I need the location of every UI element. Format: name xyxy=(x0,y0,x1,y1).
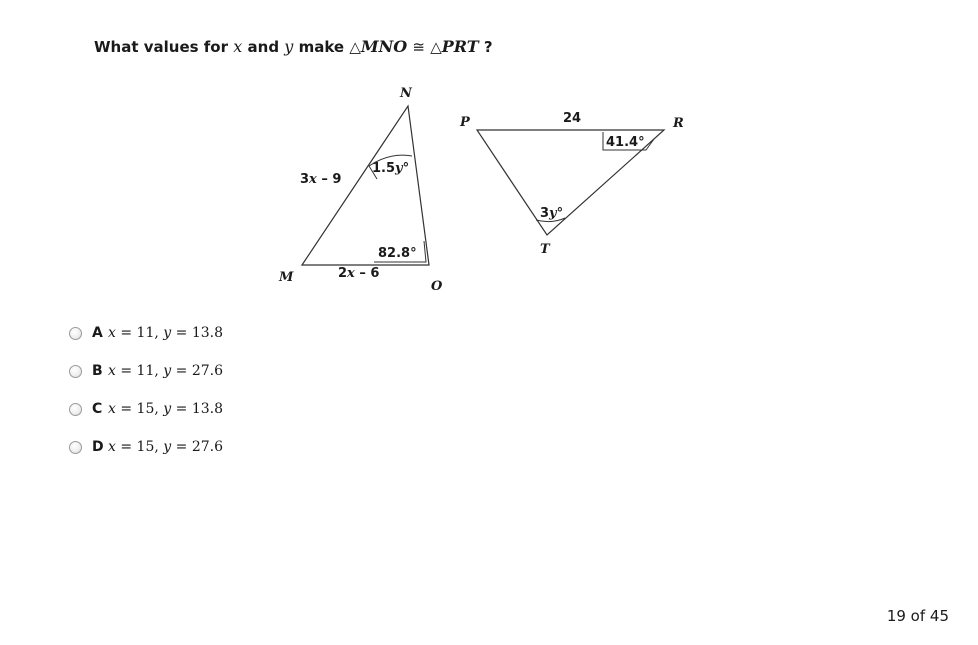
side-mo-var: x xyxy=(347,266,355,281)
option-d-x-value: 15 xyxy=(136,439,155,455)
option-d-sep: , xyxy=(154,439,164,455)
side-mo-coef: 2 xyxy=(338,266,348,281)
side-mo-label xyxy=(338,266,379,281)
side-pr-label: 24 xyxy=(563,111,582,126)
option-text-d xyxy=(108,439,223,455)
option-c-y-var: y xyxy=(163,401,172,417)
option-a-eq1: = xyxy=(115,325,137,341)
option-text-c xyxy=(108,401,223,417)
radio-button-c[interactable] xyxy=(69,403,82,416)
option-letter-a: A xyxy=(92,325,103,341)
option-c-x-var: x xyxy=(108,401,116,417)
side-mn-rest: – 9 xyxy=(316,172,342,187)
angle-t-num: 3 xyxy=(540,206,550,221)
radio-button-d[interactable] xyxy=(69,441,82,454)
option-b-y-value: 27.6 xyxy=(191,363,224,379)
option-c[interactable] xyxy=(69,390,223,428)
option-b-eq1: = xyxy=(115,363,137,379)
vertex-label-n: N xyxy=(400,86,412,101)
option-b-y-var: y xyxy=(163,363,172,379)
question-prefix: What values for xyxy=(94,38,229,56)
option-c-eq1: = xyxy=(115,401,137,417)
option-d-y-var: y xyxy=(163,439,172,455)
question-triangle-1: MNO xyxy=(360,37,408,56)
option-c-y-value: 13.8 xyxy=(191,401,224,417)
answer-options xyxy=(69,314,223,466)
option-b[interactable] xyxy=(69,352,223,390)
angle-n-var: y xyxy=(395,161,403,176)
option-d-y-value: 27.6 xyxy=(191,439,224,455)
question-var-y: y xyxy=(284,37,294,56)
triangle-symbol-icon: △ xyxy=(349,38,361,56)
angle-t-deg: ° xyxy=(556,206,564,221)
option-b-x-var: x xyxy=(108,363,116,379)
question-suffix: ? xyxy=(483,38,493,56)
option-c-sep: , xyxy=(154,401,164,417)
option-a[interactable] xyxy=(69,314,223,352)
side-mn-var: x xyxy=(309,172,317,187)
angle-o-label: 82.8° xyxy=(378,246,417,261)
option-d[interactable] xyxy=(69,428,223,466)
side-mo-rest: – 6 xyxy=(354,266,380,281)
question-make: make xyxy=(298,38,345,56)
option-c-eq2: = xyxy=(171,401,192,417)
question-congruent: ≅ xyxy=(412,38,425,56)
side-mn-coef: 3 xyxy=(300,172,310,187)
option-d-eq1: = xyxy=(115,439,137,455)
option-a-sep: , xyxy=(154,325,164,341)
question-and: and xyxy=(247,38,280,56)
option-a-eq2: = xyxy=(171,325,192,341)
angle-t-label xyxy=(540,206,563,221)
option-b-sep: , xyxy=(154,363,164,379)
vertex-label-r: R xyxy=(673,116,684,131)
angle-n-num: 1.5 xyxy=(372,161,396,176)
option-letter-d: D xyxy=(92,439,104,455)
option-c-x-value: 15 xyxy=(136,401,155,417)
option-a-x-value: 11 xyxy=(136,325,155,341)
question-var-x: x xyxy=(233,37,243,56)
option-text-a xyxy=(108,325,223,341)
option-letter-c: C xyxy=(92,401,103,417)
option-a-x-var: x xyxy=(108,325,116,341)
option-d-x-var: x xyxy=(108,439,116,455)
radio-button-a[interactable] xyxy=(69,327,82,340)
option-text-b xyxy=(108,363,223,379)
option-b-eq2: = xyxy=(171,363,192,379)
vertex-label-m: M xyxy=(279,270,294,285)
vertex-label-t: T xyxy=(540,242,550,257)
option-a-y-value: 13.8 xyxy=(191,325,224,341)
radio-button-b[interactable] xyxy=(69,365,82,378)
angle-n-label xyxy=(372,161,409,176)
angle-r-label: 41.4° xyxy=(606,135,645,150)
vertex-label-o: O xyxy=(431,279,443,294)
angle-n-deg: ° xyxy=(402,161,410,176)
question-triangle-2: PRT xyxy=(441,37,479,56)
side-mn-label xyxy=(300,172,341,187)
option-letter-b: B xyxy=(92,363,103,379)
option-d-eq2: = xyxy=(171,439,192,455)
option-a-y-var: y xyxy=(163,325,172,341)
option-b-x-value: 11 xyxy=(136,363,155,379)
page-counter: 19 of 45 xyxy=(886,607,949,625)
angle-t-var: y xyxy=(549,206,557,221)
vertex-label-p: P xyxy=(460,115,470,130)
triangle-symbol-icon: △ xyxy=(430,38,442,56)
